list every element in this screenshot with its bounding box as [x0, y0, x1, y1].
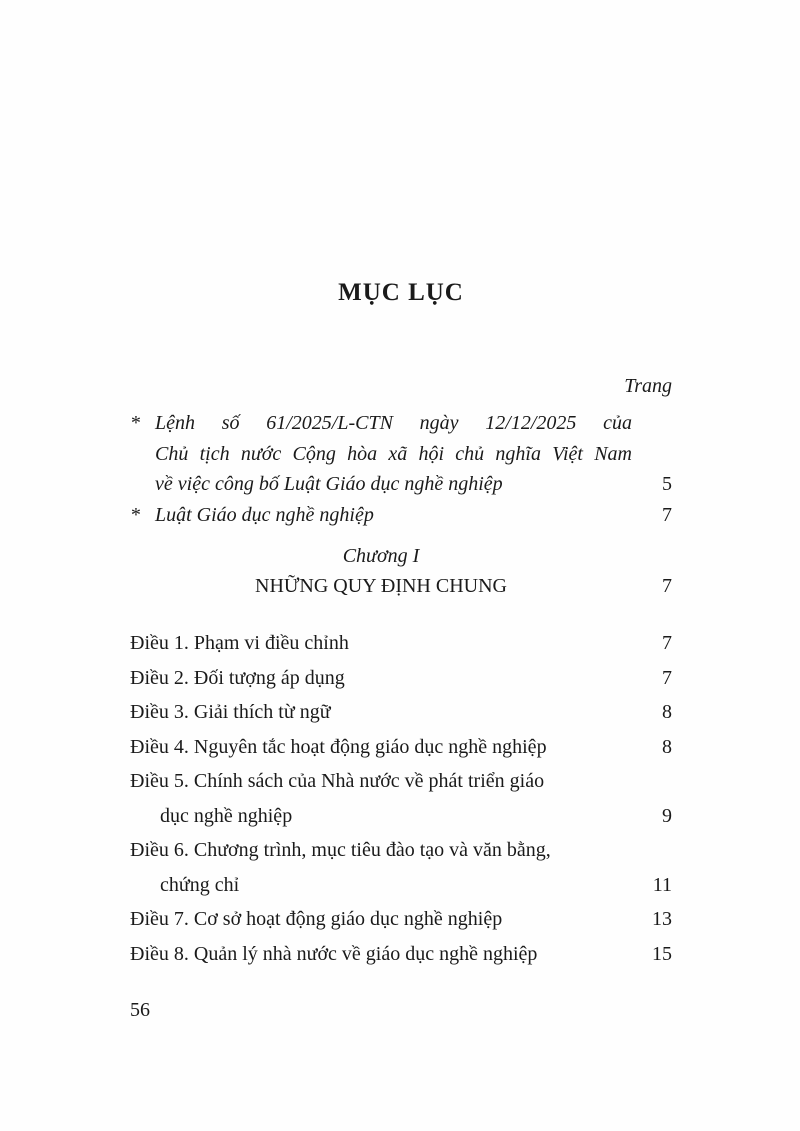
entry-line: Chủ tịch nước Cộng hòa xã hội chủ nghĩa Việt Nam	[155, 442, 632, 465]
entry-page-number: 11	[652, 873, 672, 896]
toc-content	[130, 0, 672, 971]
toc-article-entry	[130, 902, 672, 937]
entry-line: về việc công bố Luật Giáo dục nghề nghiệp	[155, 473, 503, 495]
entry-page-number: 8	[662, 735, 672, 758]
page-title: MỤC LỤC	[338, 279, 464, 306]
toc-article-entry	[130, 833, 672, 902]
entry-line: Điều 4. Nguyên tắc hoạt động giáo dục nghề nghiệp	[130, 735, 547, 758]
chapter-title-row	[130, 571, 672, 601]
toc-article-entry	[130, 937, 672, 972]
entry-text	[155, 500, 632, 531]
entry-page-number: 7	[662, 503, 672, 526]
entry-page-number: 7	[662, 666, 672, 689]
entry-text	[130, 695, 632, 730]
entry-text	[130, 626, 632, 661]
entry-line: Điều 6. Chương trình, mục tiêu đào tạo và văn bằng,	[130, 839, 551, 861]
entry-text	[130, 764, 632, 833]
toc-article-list	[130, 626, 672, 971]
toc-front-entry	[130, 408, 672, 500]
chapter-heading	[130, 541, 672, 601]
page-column-header: Trang	[624, 375, 672, 397]
toc-front-matter	[130, 408, 672, 530]
entry-text	[130, 902, 632, 937]
toc-front-entry	[130, 500, 672, 531]
entry-asterisk-marker: *	[130, 503, 140, 526]
entry-page-number: 7	[662, 632, 672, 654]
entry-line: Lệnh số 61/2025/L-CTN ngày 12/12/2025 của	[155, 412, 632, 434]
entry-line: Điều 1. Phạm vi điều chỉnh	[130, 632, 349, 654]
folio-page-number: 56	[130, 999, 150, 1021]
entry-line: Điều 3. Giải thích từ ngữ	[130, 701, 331, 723]
entry-line: Điều 2. Đối tượng áp dụng	[130, 666, 345, 689]
entry-line: Điều 8. Quản lý nhà nước về giáo dục nghề nghiệp	[130, 942, 538, 965]
entry-line: Điều 5. Chính sách của Nhà nước về phát triển giáo	[130, 770, 545, 792]
entry-text	[130, 833, 632, 902]
chapter-label: Chương I	[342, 545, 420, 567]
toc-article-entry	[130, 661, 672, 696]
chapter-page-number: 7	[662, 575, 672, 597]
entry-text	[130, 730, 632, 765]
entry-text	[130, 661, 632, 696]
chapter-title: NHỮNG QUY ĐỊNH CHUNG	[255, 575, 507, 597]
entry-line: dục nghề nghiệp	[160, 804, 293, 827]
entry-page-number: 5	[662, 473, 672, 495]
entry-line: chứng chỉ	[160, 873, 240, 896]
entry-text	[130, 937, 632, 972]
entry-page-number: 8	[662, 701, 672, 723]
entry-asterisk-marker: *	[130, 412, 140, 434]
toc-article-entry	[130, 764, 672, 833]
entry-page-number: 15	[652, 942, 672, 965]
toc-article-entry	[130, 730, 672, 765]
toc-article-entry	[130, 626, 672, 661]
entry-text	[155, 408, 632, 500]
entry-page-number: 9	[662, 804, 672, 827]
entry-line: Luật Giáo dục nghề nghiệp	[155, 503, 374, 526]
toc-article-entry	[130, 695, 672, 730]
entry-page-number: 13	[652, 908, 672, 930]
entry-line: Điều 7. Cơ sở hoạt động giáo dục nghề nghiệp	[130, 908, 503, 930]
